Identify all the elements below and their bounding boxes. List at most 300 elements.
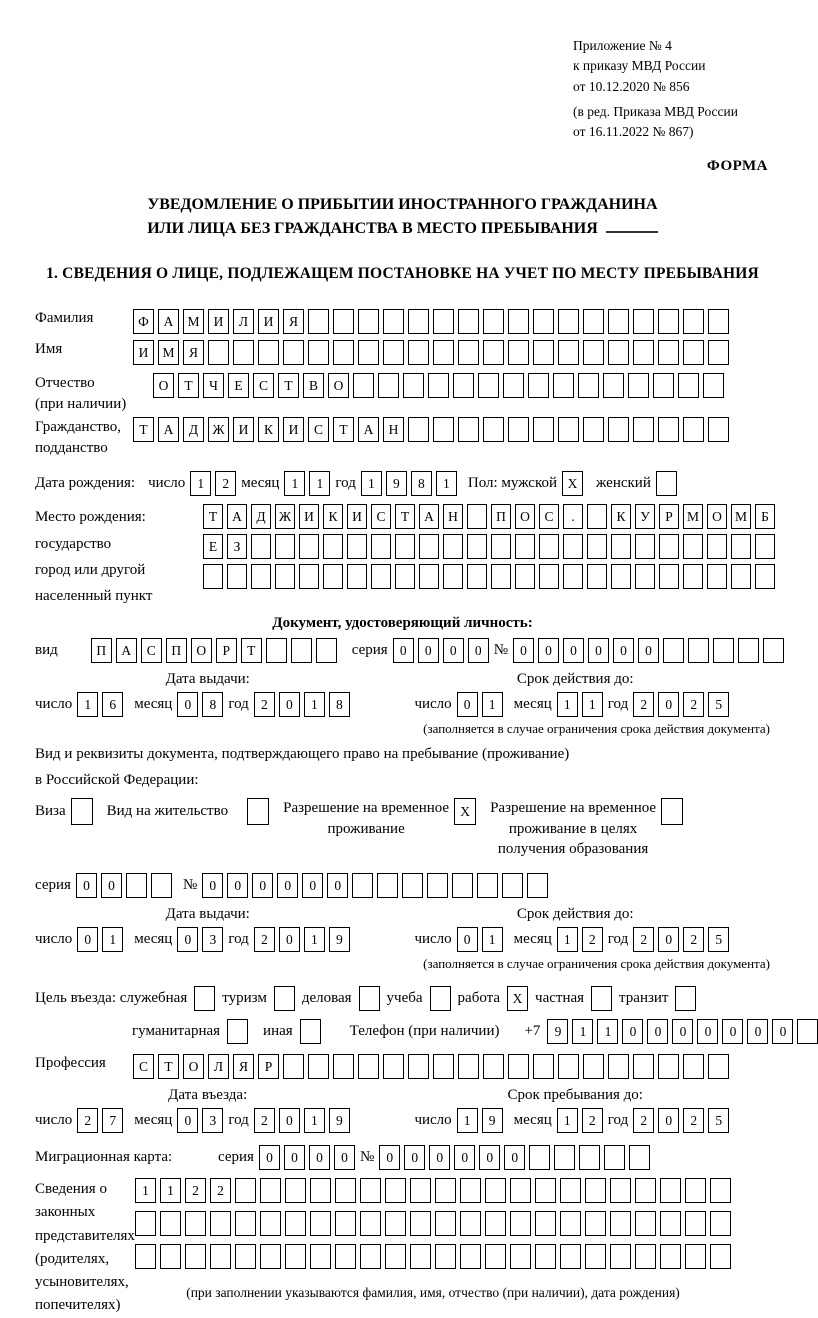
- form-cell[interactable]: [611, 564, 631, 589]
- form-cell[interactable]: [410, 1211, 431, 1236]
- form-cell[interactable]: И: [347, 504, 367, 529]
- form-cell[interactable]: 1: [284, 471, 305, 496]
- form-cell[interactable]: [635, 1244, 656, 1269]
- form-cell[interactable]: 2: [185, 1178, 206, 1203]
- form-cell[interactable]: 0: [513, 638, 534, 663]
- form-cell[interactable]: [659, 534, 679, 559]
- form-cell[interactable]: [713, 638, 734, 663]
- form-cell[interactable]: [608, 340, 629, 365]
- form-cell[interactable]: [285, 1211, 306, 1236]
- form-cell[interactable]: [635, 1178, 656, 1203]
- form-cell[interactable]: [308, 309, 329, 334]
- form-cell[interactable]: [587, 564, 607, 589]
- form-cell[interactable]: [430, 986, 451, 1011]
- form-cell[interactable]: [563, 564, 583, 589]
- form-cell[interactable]: [285, 1178, 306, 1203]
- form-cell[interactable]: 2: [582, 1108, 603, 1133]
- form-cell[interactable]: Т: [133, 417, 154, 442]
- form-cell[interactable]: 0: [202, 873, 223, 898]
- form-cell[interactable]: [683, 1054, 704, 1079]
- form-cell[interactable]: [707, 564, 727, 589]
- form-cell[interactable]: 0: [468, 638, 489, 663]
- form-cell[interactable]: 1: [597, 1019, 618, 1044]
- form-cell[interactable]: 0: [309, 1145, 330, 1170]
- form-cell[interactable]: [377, 873, 398, 898]
- form-cell[interactable]: С: [141, 638, 162, 663]
- form-cell[interactable]: [508, 1054, 529, 1079]
- form-cell[interactable]: А: [358, 417, 379, 442]
- form-cell[interactable]: [353, 373, 374, 398]
- form-cell[interactable]: [371, 534, 391, 559]
- form-cell[interactable]: [708, 309, 729, 334]
- form-cell[interactable]: [533, 340, 554, 365]
- form-cell[interactable]: 1: [135, 1178, 156, 1203]
- form-cell[interactable]: [160, 1211, 181, 1236]
- form-cell[interactable]: [663, 638, 684, 663]
- form-cell[interactable]: [633, 417, 654, 442]
- form-cell[interactable]: [433, 1054, 454, 1079]
- form-cell[interactable]: [395, 564, 415, 589]
- form-cell[interactable]: [629, 1145, 650, 1170]
- form-cell[interactable]: 2: [77, 1108, 98, 1133]
- form-cell[interactable]: 0: [504, 1145, 525, 1170]
- form-cell[interactable]: [683, 340, 704, 365]
- form-cell[interactable]: Т: [241, 638, 262, 663]
- form-cell[interactable]: У: [635, 504, 655, 529]
- form-cell[interactable]: 0: [443, 638, 464, 663]
- form-cell[interactable]: [483, 340, 504, 365]
- form-cell[interactable]: [675, 986, 696, 1011]
- form-cell[interactable]: [260, 1178, 281, 1203]
- form-cell[interactable]: 0: [393, 638, 414, 663]
- form-cell[interactable]: [510, 1178, 531, 1203]
- form-cell[interactable]: [210, 1211, 231, 1236]
- form-cell[interactable]: [563, 534, 583, 559]
- form-cell[interactable]: 0: [177, 692, 198, 717]
- form-cell[interactable]: [395, 534, 415, 559]
- form-cell[interactable]: [300, 1019, 321, 1044]
- form-cell[interactable]: О: [328, 373, 349, 398]
- form-cell[interactable]: [683, 309, 704, 334]
- form-cell[interactable]: [583, 340, 604, 365]
- form-cell[interactable]: [491, 564, 511, 589]
- form-cell[interactable]: [539, 534, 559, 559]
- form-cell[interactable]: [660, 1244, 681, 1269]
- form-cell[interactable]: [435, 1178, 456, 1203]
- form-cell[interactable]: [227, 564, 247, 589]
- form-cell[interactable]: [515, 534, 535, 559]
- form-cell[interactable]: [360, 1211, 381, 1236]
- form-cell[interactable]: [610, 1211, 631, 1236]
- form-cell[interactable]: 0: [457, 692, 478, 717]
- form-cell[interactable]: [533, 1054, 554, 1079]
- form-cell[interactable]: 5: [708, 692, 729, 717]
- form-cell[interactable]: [635, 534, 655, 559]
- form-cell[interactable]: 2: [633, 692, 654, 717]
- form-cell[interactable]: 8: [202, 692, 223, 717]
- form-cell[interactable]: С: [308, 417, 329, 442]
- form-cell[interactable]: 2: [215, 471, 236, 496]
- form-cell[interactable]: [310, 1178, 331, 1203]
- form-cell[interactable]: [503, 373, 524, 398]
- form-cell[interactable]: [707, 534, 727, 559]
- form-cell[interactable]: О: [707, 504, 727, 529]
- form-cell[interactable]: [443, 534, 463, 559]
- form-cell[interactable]: [763, 638, 784, 663]
- form-cell[interactable]: [710, 1178, 731, 1203]
- form-cell[interactable]: [251, 534, 271, 559]
- form-cell[interactable]: [378, 373, 399, 398]
- form-cell[interactable]: [797, 1019, 818, 1044]
- form-cell[interactable]: [347, 534, 367, 559]
- form-cell[interactable]: [685, 1178, 706, 1203]
- form-cell[interactable]: [275, 534, 295, 559]
- form-cell[interactable]: [683, 564, 703, 589]
- form-cell[interactable]: Т: [203, 504, 223, 529]
- form-cell[interactable]: [428, 373, 449, 398]
- form-cell[interactable]: [554, 1145, 575, 1170]
- form-cell[interactable]: [603, 373, 624, 398]
- form-cell[interactable]: X: [454, 798, 476, 825]
- form-cell[interactable]: 0: [622, 1019, 643, 1044]
- form-cell[interactable]: Ж: [208, 417, 229, 442]
- form-cell[interactable]: [419, 564, 439, 589]
- form-cell[interactable]: Л: [208, 1054, 229, 1079]
- form-cell[interactable]: [185, 1244, 206, 1269]
- form-cell[interactable]: [435, 1211, 456, 1236]
- form-cell[interactable]: [685, 1244, 706, 1269]
- form-cell[interactable]: [578, 373, 599, 398]
- form-cell[interactable]: [323, 534, 343, 559]
- form-cell[interactable]: [71, 798, 93, 825]
- form-cell[interactable]: [308, 340, 329, 365]
- form-cell[interactable]: [533, 417, 554, 442]
- form-cell[interactable]: П: [491, 504, 511, 529]
- form-cell[interactable]: [539, 564, 559, 589]
- form-cell[interactable]: [710, 1244, 731, 1269]
- form-cell[interactable]: 0: [658, 927, 679, 952]
- form-cell[interactable]: [485, 1178, 506, 1203]
- form-cell[interactable]: К: [258, 417, 279, 442]
- form-cell[interactable]: А: [158, 417, 179, 442]
- form-cell[interactable]: 1: [482, 692, 503, 717]
- form-cell[interactable]: [685, 1211, 706, 1236]
- form-cell[interactable]: Р: [659, 504, 679, 529]
- form-cell[interactable]: 0: [279, 692, 300, 717]
- form-cell[interactable]: Я: [183, 340, 204, 365]
- form-cell[interactable]: [283, 1054, 304, 1079]
- form-cell[interactable]: [135, 1211, 156, 1236]
- form-cell[interactable]: [443, 564, 463, 589]
- form-cell[interactable]: 9: [329, 927, 350, 952]
- form-cell[interactable]: П: [166, 638, 187, 663]
- form-cell[interactable]: [553, 373, 574, 398]
- form-cell[interactable]: 0: [77, 927, 98, 952]
- form-cell[interactable]: [458, 340, 479, 365]
- form-cell[interactable]: [583, 1054, 604, 1079]
- form-cell[interactable]: X: [507, 986, 528, 1011]
- form-cell[interactable]: [435, 1244, 456, 1269]
- form-cell[interactable]: [583, 309, 604, 334]
- form-cell[interactable]: 2: [683, 927, 704, 952]
- form-cell[interactable]: [299, 534, 319, 559]
- form-cell[interactable]: 5: [708, 1108, 729, 1133]
- form-cell[interactable]: [316, 638, 337, 663]
- form-cell[interactable]: А: [419, 504, 439, 529]
- form-cell[interactable]: 1: [557, 927, 578, 952]
- form-cell[interactable]: [656, 471, 677, 496]
- form-cell[interactable]: [529, 1145, 550, 1170]
- form-cell[interactable]: [333, 340, 354, 365]
- form-cell[interactable]: [560, 1211, 581, 1236]
- form-cell[interactable]: [535, 1178, 556, 1203]
- form-cell[interactable]: [266, 638, 287, 663]
- form-cell[interactable]: С: [371, 504, 391, 529]
- form-cell[interactable]: [527, 873, 548, 898]
- form-cell[interactable]: [587, 504, 607, 529]
- form-cell[interactable]: [360, 1244, 381, 1269]
- form-cell[interactable]: [708, 417, 729, 442]
- form-cell[interactable]: [358, 340, 379, 365]
- form-cell[interactable]: [610, 1244, 631, 1269]
- form-cell[interactable]: [688, 638, 709, 663]
- form-cell[interactable]: [510, 1244, 531, 1269]
- form-cell[interactable]: [458, 417, 479, 442]
- form-cell[interactable]: [633, 309, 654, 334]
- form-cell[interactable]: [533, 309, 554, 334]
- form-cell[interactable]: [403, 373, 424, 398]
- form-cell[interactable]: 0: [747, 1019, 768, 1044]
- form-cell[interactable]: [433, 340, 454, 365]
- form-cell[interactable]: Р: [258, 1054, 279, 1079]
- form-cell[interactable]: Ч: [203, 373, 224, 398]
- form-cell[interactable]: 2: [582, 927, 603, 952]
- form-cell[interactable]: [558, 309, 579, 334]
- form-cell[interactable]: [633, 1054, 654, 1079]
- form-cell[interactable]: Т: [158, 1054, 179, 1079]
- form-cell[interactable]: 1: [482, 927, 503, 952]
- form-cell[interactable]: [683, 417, 704, 442]
- form-cell[interactable]: [371, 564, 391, 589]
- form-cell[interactable]: [258, 340, 279, 365]
- form-cell[interactable]: 0: [429, 1145, 450, 1170]
- form-cell[interactable]: [358, 309, 379, 334]
- form-cell[interactable]: 0: [658, 692, 679, 717]
- form-cell[interactable]: [385, 1178, 406, 1203]
- form-cell[interactable]: [608, 417, 629, 442]
- form-cell[interactable]: Т: [333, 417, 354, 442]
- form-cell[interactable]: [731, 564, 751, 589]
- form-cell[interactable]: [478, 373, 499, 398]
- form-cell[interactable]: [604, 1145, 625, 1170]
- form-cell[interactable]: Е: [203, 534, 223, 559]
- form-cell[interactable]: 1: [582, 692, 603, 717]
- form-cell[interactable]: 1: [436, 471, 457, 496]
- form-cell[interactable]: [658, 340, 679, 365]
- form-cell[interactable]: 2: [633, 1108, 654, 1133]
- form-cell[interactable]: К: [611, 504, 631, 529]
- form-cell[interactable]: [467, 534, 487, 559]
- form-cell[interactable]: [402, 873, 423, 898]
- form-cell[interactable]: О: [191, 638, 212, 663]
- form-cell[interactable]: 0: [101, 873, 122, 898]
- form-cell[interactable]: 0: [177, 1108, 198, 1133]
- form-cell[interactable]: [408, 1054, 429, 1079]
- form-cell[interactable]: Т: [278, 373, 299, 398]
- form-cell[interactable]: И: [233, 417, 254, 442]
- form-cell[interactable]: 0: [538, 638, 559, 663]
- form-cell[interactable]: 7: [102, 1108, 123, 1133]
- form-cell[interactable]: 0: [457, 927, 478, 952]
- form-cell[interactable]: 0: [658, 1108, 679, 1133]
- form-cell[interactable]: [611, 534, 631, 559]
- form-cell[interactable]: З: [227, 534, 247, 559]
- form-cell[interactable]: [585, 1178, 606, 1203]
- form-cell[interactable]: [260, 1244, 281, 1269]
- form-cell[interactable]: 1: [457, 1108, 478, 1133]
- form-cell[interactable]: 0: [454, 1145, 475, 1170]
- form-cell[interactable]: А: [158, 309, 179, 334]
- form-cell[interactable]: [608, 309, 629, 334]
- form-cell[interactable]: 0: [277, 873, 298, 898]
- form-cell[interactable]: 1: [304, 692, 325, 717]
- form-cell[interactable]: [227, 1019, 248, 1044]
- form-cell[interactable]: 0: [284, 1145, 305, 1170]
- form-cell[interactable]: 0: [259, 1145, 280, 1170]
- form-cell[interactable]: 0: [563, 638, 584, 663]
- form-cell[interactable]: И: [208, 309, 229, 334]
- form-cell[interactable]: А: [116, 638, 137, 663]
- form-cell[interactable]: [515, 564, 535, 589]
- form-cell[interactable]: 9: [386, 471, 407, 496]
- form-cell[interactable]: Я: [283, 309, 304, 334]
- form-cell[interactable]: [460, 1211, 481, 1236]
- form-cell[interactable]: 0: [252, 873, 273, 898]
- form-cell[interactable]: [335, 1211, 356, 1236]
- form-cell[interactable]: [194, 986, 215, 1011]
- form-cell[interactable]: О: [515, 504, 535, 529]
- form-cell[interactable]: [458, 1054, 479, 1079]
- form-cell[interactable]: 2: [633, 927, 654, 952]
- form-cell[interactable]: [683, 534, 703, 559]
- form-cell[interactable]: М: [183, 309, 204, 334]
- form-cell[interactable]: Д: [183, 417, 204, 442]
- form-cell[interactable]: [508, 309, 529, 334]
- form-cell[interactable]: С: [133, 1054, 154, 1079]
- form-cell[interactable]: [419, 534, 439, 559]
- form-cell[interactable]: [160, 1244, 181, 1269]
- form-cell[interactable]: [347, 564, 367, 589]
- form-cell[interactable]: [235, 1211, 256, 1236]
- form-cell[interactable]: [210, 1244, 231, 1269]
- form-cell[interactable]: 0: [418, 638, 439, 663]
- form-cell[interactable]: Т: [178, 373, 199, 398]
- form-cell[interactable]: [335, 1244, 356, 1269]
- form-cell[interactable]: [635, 564, 655, 589]
- form-cell[interactable]: 1: [304, 927, 325, 952]
- form-cell[interactable]: 1: [361, 471, 382, 496]
- form-cell[interactable]: [477, 873, 498, 898]
- form-cell[interactable]: [628, 373, 649, 398]
- form-cell[interactable]: 0: [279, 927, 300, 952]
- form-cell[interactable]: [310, 1211, 331, 1236]
- form-cell[interactable]: [502, 873, 523, 898]
- form-cell[interactable]: 0: [334, 1145, 355, 1170]
- form-cell[interactable]: [283, 340, 304, 365]
- form-cell[interactable]: 0: [613, 638, 634, 663]
- form-cell[interactable]: [333, 1054, 354, 1079]
- form-cell[interactable]: [708, 340, 729, 365]
- form-cell[interactable]: [310, 1244, 331, 1269]
- form-cell[interactable]: 1: [190, 471, 211, 496]
- form-cell[interactable]: 0: [379, 1145, 400, 1170]
- form-cell[interactable]: С: [253, 373, 274, 398]
- form-cell[interactable]: 2: [254, 1108, 275, 1133]
- form-cell[interactable]: [208, 340, 229, 365]
- form-cell[interactable]: 9: [482, 1108, 503, 1133]
- form-cell[interactable]: [383, 309, 404, 334]
- form-cell[interactable]: 0: [327, 873, 348, 898]
- form-cell[interactable]: Е: [228, 373, 249, 398]
- form-cell[interactable]: [535, 1211, 556, 1236]
- form-cell[interactable]: [658, 1054, 679, 1079]
- form-cell[interactable]: Д: [251, 504, 271, 529]
- form-cell[interactable]: [710, 1211, 731, 1236]
- form-cell[interactable]: [535, 1244, 556, 1269]
- form-cell[interactable]: С: [539, 504, 559, 529]
- form-cell[interactable]: [352, 873, 373, 898]
- form-cell[interactable]: [591, 986, 612, 1011]
- form-cell[interactable]: И: [258, 309, 279, 334]
- form-cell[interactable]: [659, 564, 679, 589]
- form-cell[interactable]: [358, 1054, 379, 1079]
- form-cell[interactable]: Н: [383, 417, 404, 442]
- form-cell[interactable]: В: [303, 373, 324, 398]
- form-cell[interactable]: [483, 1054, 504, 1079]
- form-cell[interactable]: М: [683, 504, 703, 529]
- form-cell[interactable]: Л: [233, 309, 254, 334]
- form-cell[interactable]: [583, 417, 604, 442]
- form-cell[interactable]: [467, 564, 487, 589]
- form-cell[interactable]: 0: [227, 873, 248, 898]
- form-cell[interactable]: [610, 1178, 631, 1203]
- form-cell[interactable]: 1: [160, 1178, 181, 1203]
- form-cell[interactable]: 0: [722, 1019, 743, 1044]
- form-cell[interactable]: К: [323, 504, 343, 529]
- form-cell[interactable]: 1: [304, 1108, 325, 1133]
- form-cell[interactable]: 0: [479, 1145, 500, 1170]
- form-cell[interactable]: [251, 564, 271, 589]
- form-cell[interactable]: [491, 534, 511, 559]
- form-cell[interactable]: Н: [443, 504, 463, 529]
- form-cell[interactable]: [408, 340, 429, 365]
- form-cell[interactable]: [383, 1054, 404, 1079]
- form-cell[interactable]: 8: [411, 471, 432, 496]
- form-cell[interactable]: [408, 309, 429, 334]
- form-cell[interactable]: [458, 309, 479, 334]
- form-cell[interactable]: 0: [672, 1019, 693, 1044]
- form-cell[interactable]: [558, 340, 579, 365]
- form-cell[interactable]: [483, 309, 504, 334]
- form-cell[interactable]: 3: [202, 1108, 223, 1133]
- form-cell[interactable]: 0: [302, 873, 323, 898]
- form-cell[interactable]: [558, 1054, 579, 1079]
- form-cell[interactable]: 0: [588, 638, 609, 663]
- form-cell[interactable]: [135, 1244, 156, 1269]
- form-cell[interactable]: [633, 340, 654, 365]
- form-cell[interactable]: [383, 340, 404, 365]
- form-cell[interactable]: Я: [233, 1054, 254, 1079]
